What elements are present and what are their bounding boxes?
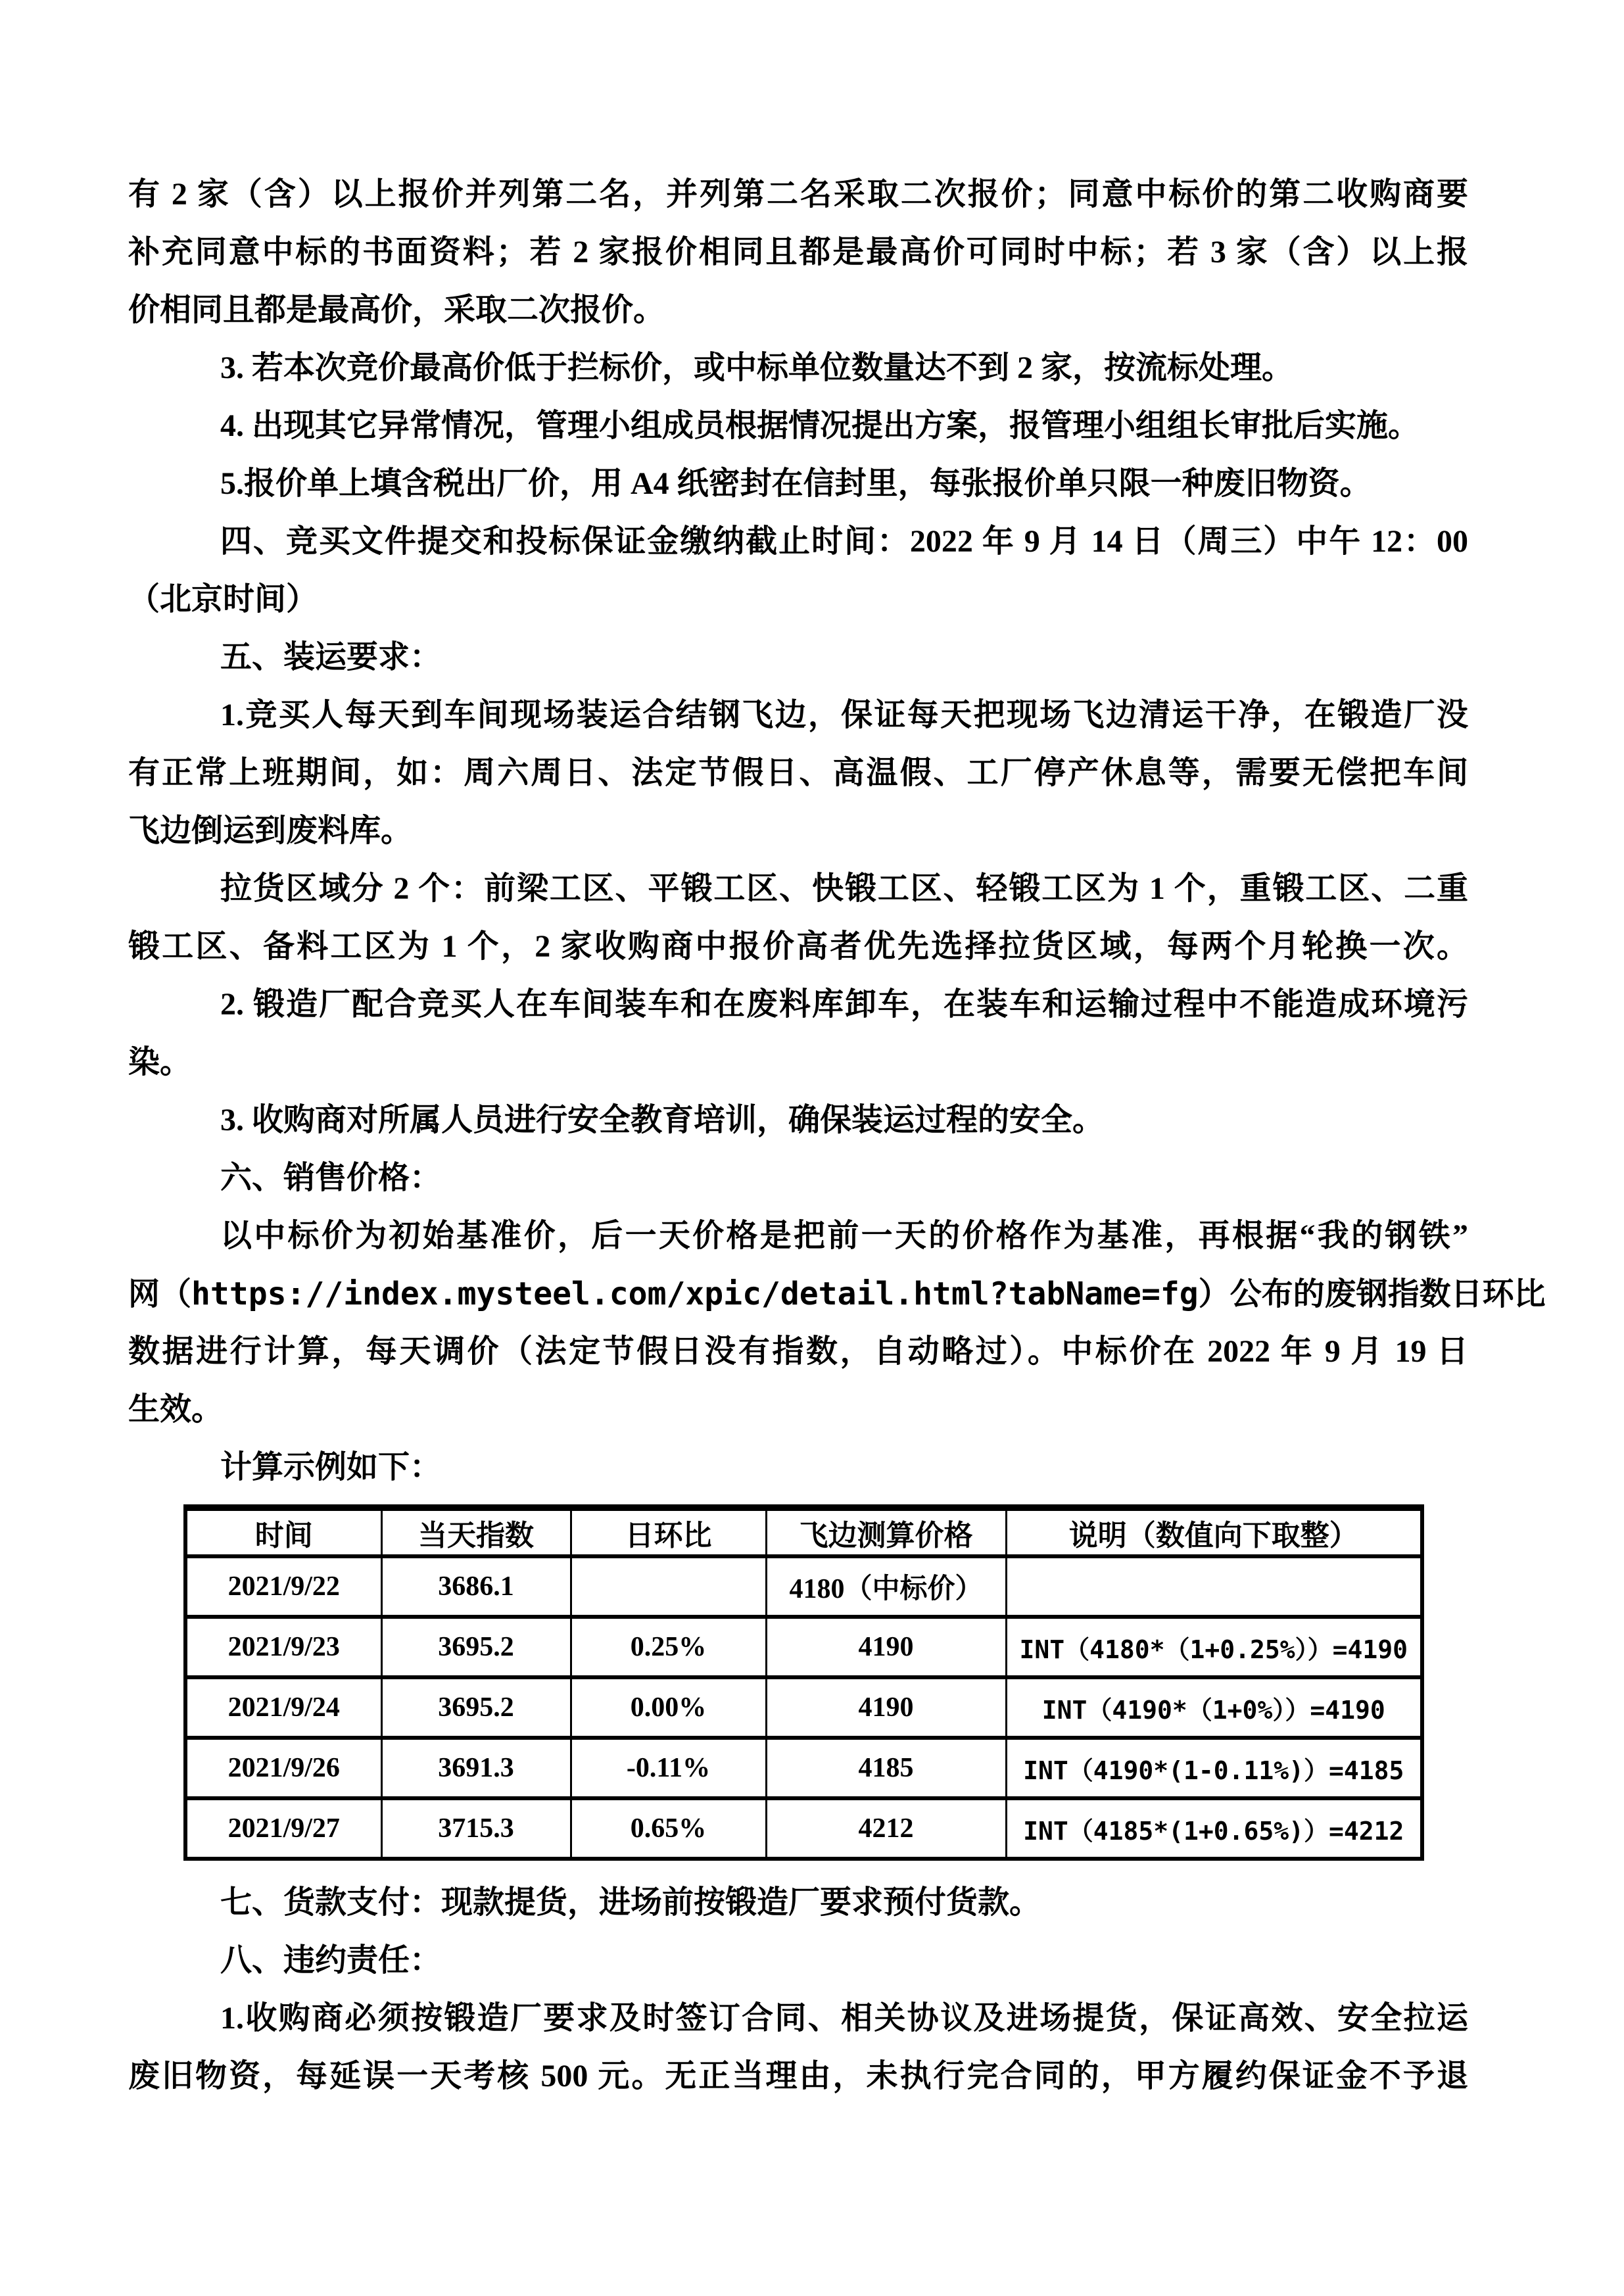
table-cell: -0.11% [571,1738,766,1798]
table-row [185,1617,1422,1677]
text-line: 染。 [128,1045,192,1080]
text-line: 4. 出现其它异常情况，管理小组成员根据情况提出方案，报管理小组组长审批后实施。 [220,408,1420,443]
table-row [185,1556,1422,1617]
text-line: 补充同意中标的书面资料；若 2 家报价相同且都是最高价可同时中标；若 3 家（含）以上报 [128,235,1468,270]
header-cell-price: 飞边测算价格 [766,1508,1006,1556]
text-line: 价相同且都是最高价，采取二次报价。 [128,293,665,327]
table-cell: 3686.1 [381,1556,571,1617]
table-cell: 2021/9/24 [185,1677,381,1738]
section-heading-payment: 七、货款支付：现款提货，进场前按锻造厂要求预付货款。 [220,1885,1041,1920]
table-caption-line: 计算示例如下： [220,1450,442,1485]
text-line: 废旧物资，每延误一天考核 500 元。无正当理由，未执行完合同的，甲方履约保证金不予退 [128,2059,1468,2093]
text-line: （北京时间） [128,582,318,617]
text-line: 3. 若本次竞价最高价低于拦标价，或中标单位数量达不到 2 家，按流标处理。 [220,350,1294,385]
header-cell-note: 说明（数值向下取整） [1006,1508,1422,1556]
table-cell: 4185 [766,1738,1006,1798]
table-row [185,1677,1422,1738]
text-line: 飞边倒运到废料库。 [128,813,413,848]
section-heading-liability: 八、违约责任： [220,1943,442,1978]
document-body [128,166,1546,2105]
header-cell-index: 当天指数 [381,1508,571,1556]
text-line: 有 2 家（含）以上报价并列第二名，并列第二名采取二次报价；同意中标价的第二收购商要 [128,177,1468,212]
table-cell [1006,1556,1422,1617]
table-cell: 2021/9/23 [185,1617,381,1677]
text-line: 2. 锻造厂配合竞买人在车间装车和在废料库卸车，在装车和运输过程中不能造成环境污 [220,987,1468,1022]
calc-example-table-wrap [183,1504,1468,1861]
table-header-row [185,1508,1422,1556]
text-line: 以中标价为初始基准价，后一天价格是把前一天的价格作为基准，再根据“我的钢铁” [220,1218,1468,1253]
table-cell: 4212 [766,1798,1006,1859]
table-cell: 3715.3 [381,1798,571,1859]
text-line: 有正常上班期间，如：周六周日、法定节假日、高温假、工厂停产休息等，需要无偿把车间 [128,755,1468,790]
table-cell: 0.00% [571,1677,766,1738]
table-cell: 3695.2 [381,1677,571,1738]
section-heading-shipping: 五、装运要求： [220,640,442,675]
table-row [185,1798,1422,1859]
table-cell: INT（4190*(1-0.11%)）=4185 [1006,1738,1422,1798]
table-cell [571,1556,766,1617]
header-cell-day-ratio: 日环比 [571,1508,766,1556]
table-cell: 3695.2 [381,1617,571,1677]
table-row [185,1738,1422,1798]
text-line: 数据进行计算，每天调价（法定节假日没有指数，自动略过）。中标价在 2022 年 9 月 19 日 [128,1334,1468,1369]
text-line: 5.报价单上填含税出厂价，用 A4 纸密封在信封里，每张报价单只限一种废旧物资。 [220,466,1372,501]
text-line: 生效。 [128,1392,224,1427]
table-cell: 2021/9/27 [185,1798,381,1859]
table-cell: INT（4180*（1+0.25%））=4190 [1006,1617,1422,1677]
table-cell: 4180（中标价） [766,1556,1006,1617]
text-line [128,1265,1546,1323]
text-line: 四、竞买文件提交和投标保证金缴纳截止时间：2022 年 9 月 14 日（周三）中午 12：00 [220,524,1468,559]
table-cell: 2021/9/26 [185,1738,381,1798]
table-cell: INT（4190*（1+0%））=4190 [1006,1677,1422,1738]
table-cell: 4190 [766,1677,1006,1738]
text-line: 锻工区、备料工区为 1 个，2 家收购商中报价高者优先选择拉货区域，每两个月轮换一次。 [128,929,1468,964]
table-cell: INT（4185*(1+0.65%)）=4212 [1006,1798,1422,1859]
text-line: 拉货区域分 2 个：前梁工区、平锻工区、快锻工区、轻锻工区为 1 个，重锻工区、二重 [220,871,1468,906]
table-cell: 3691.3 [381,1738,571,1798]
url-prefix: 网（ [128,1277,192,1312]
table-cell: 2021/9/22 [185,1556,381,1617]
table-cell: 0.25% [571,1617,766,1677]
price-calculation-table [183,1504,1424,1861]
url-suffix: ）公布的废钢指数日环比 [1198,1277,1546,1312]
text-line: 1.收购商必须按锻造厂要求及时签订合同、相关协议及进场提货，保证高效、安全拉运 [220,2001,1468,2036]
section-heading-price: 六、销售价格： [220,1160,442,1195]
table-cell: 0.65% [571,1798,766,1859]
mysteel-index-url: https://index.mysteel.com/xpic/detail.html?tabName=fg [191,1276,1199,1312]
text-line: 3. 收购商对所属人员进行安全教育培训，确保装运过程的安全。 [220,1103,1105,1137]
header-cell-date: 时间 [185,1508,381,1556]
table-cell: 4190 [766,1617,1006,1677]
text-line: 1.竞买人每天到车间现场装运合结钢飞边，保证每天把现场飞边清运干净，在锻造厂没 [220,698,1468,732]
